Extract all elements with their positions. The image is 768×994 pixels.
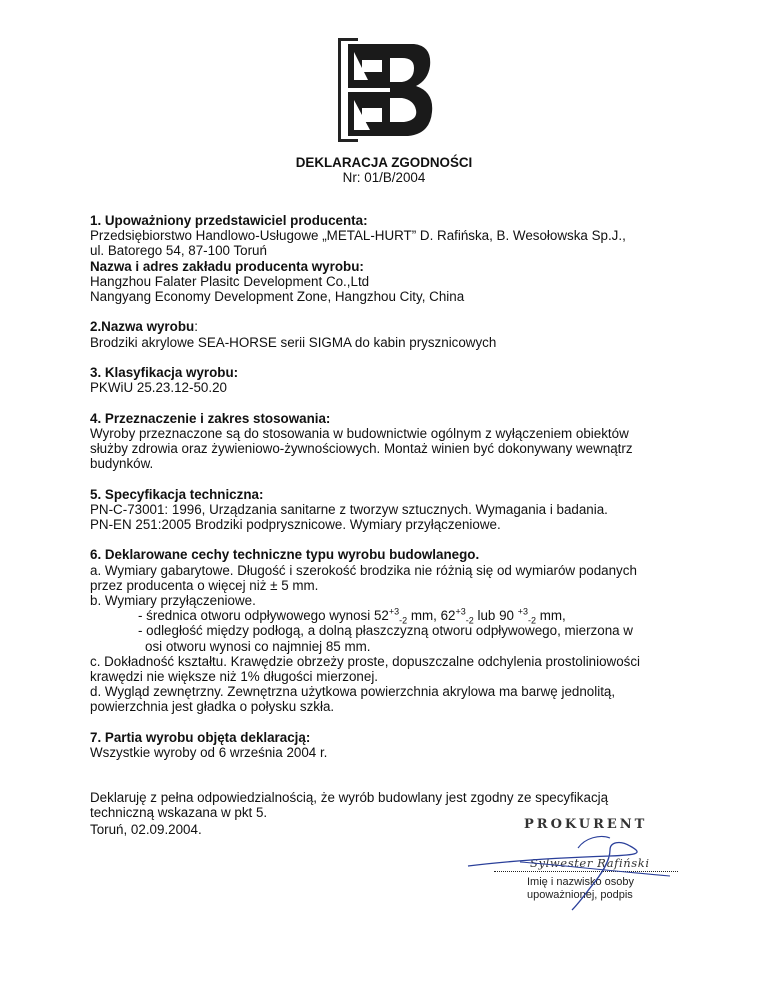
section-heading-line <box>90 319 690 334</box>
section-heading: 1. Upoważniony przedstawiciel producenta: <box>90 213 368 228</box>
section-heading: 3. Klasyfikacja wyrobu: <box>90 365 239 380</box>
text-line: krawędzi nie większe niż 1% długości mierzonej. <box>90 669 379 685</box>
tolerance-sub: -2 <box>527 615 536 626</box>
text-line: d. Wygląd zewnętrzny. Zewnętrzna użytkowa powierzchnia akrylowa ma barwę jednolitą, <box>90 684 616 700</box>
text-line: Przedsiębiorstwo Handlowo-Usługowe „METAL-HURT” D. Rafińska, B. Wesołowska Sp.J., <box>90 228 626 244</box>
text-line: ul. Batorego 54, 87-100 Toruń <box>90 243 267 259</box>
section-batch <box>90 730 690 760</box>
diameter-mid: lub 90 <box>473 608 518 624</box>
document-title: DEKLARACJA ZGODNOŚCI <box>295 155 473 170</box>
section-heading: 5. Specyfikacja techniczna: <box>90 486 264 502</box>
text-line: budynków. <box>90 456 154 472</box>
stamp-name: Sylwester Rafiński <box>530 856 650 870</box>
section-classification <box>90 365 690 395</box>
tolerance-sub: -2 <box>465 615 474 626</box>
text-line: Hangzhou Falater Plasitc Development Co.,Ltd <box>90 273 370 289</box>
tolerance-sup: +3 <box>455 606 466 617</box>
section-representative <box>90 213 690 304</box>
text-line: Wszystkie wyroby od 6 września 2004 r. <box>90 745 328 761</box>
company-logo <box>334 36 436 146</box>
tolerance-sub: -2 <box>399 615 408 626</box>
document-number: Nr: 01/B/2004 <box>342 170 426 186</box>
text-line: a. Wymiary gabarytowe. Długość i szerokość brodzika nie różnią się od wymiarów podanych <box>90 562 637 578</box>
text-line: c. Dokładność kształtu. Krawędzie obrzeży proste, dopuszczalne odchylenia prostoliniowości <box>90 653 641 669</box>
text-line: b. Wymiary przyłączeniowe. <box>90 593 256 608</box>
section-specification <box>90 487 690 533</box>
text-line: Nangyang Economy Development Zone, Hangzhou City, China <box>90 289 465 305</box>
stamp-title: PROKURENT <box>524 817 648 832</box>
text-line: techniczną wskazana w pkt 5. <box>90 805 268 821</box>
section-heading: 4. Przeznaczenie i zakres stosowania: <box>90 410 331 426</box>
section-purpose <box>90 411 690 472</box>
handwritten-signature <box>460 818 690 913</box>
text-line: powierzchnia jest gładka o połysku szkła. <box>90 699 335 715</box>
drain-diameter-line <box>90 606 690 626</box>
text-line: PN-C-73001: 1996, Urządzania sanitarne z tworzyw sztucznych. Wymagania i badania. <box>90 501 608 517</box>
place-and-date: Toruń, 02.09.2004. <box>90 822 202 837</box>
text-line: PN-EN 251:2005 Brodziki podprysznicowe. Wymiary przyłączeniowe. <box>90 517 501 532</box>
text-line: osi otworu wynosi co najmniej 85 mm. <box>145 638 371 654</box>
diameter-prefix: - średnica otworu odpływowego wynosi 52 <box>138 608 389 624</box>
caption-line: upoważnionej, podpis <box>527 889 633 901</box>
section-heading: 2.Nazwa wyrobu <box>90 319 195 335</box>
text-line: - odległość między podłogą, a dolną płaszczyzną otworu odpływowego, mierzona w <box>138 623 633 639</box>
text-line: Brodziki akrylowe SEA-HORSE serii SIGMA do kabin prysznicowych <box>90 334 497 350</box>
section-subheading: Nazwa i adres zakładu producenta wyrobu: <box>90 258 364 274</box>
text-line: przez producenta o więcej niż ± 5 mm. <box>90 577 319 593</box>
section-heading: 6. Deklarowane cechy techniczne typu wyrobu budowlanego. <box>90 547 480 563</box>
text-line: Wyroby przeznaczone są do stosowania w budownictwie ogólnym z wyłączeniem obiektów <box>90 425 629 441</box>
tolerance-sup: +3 <box>388 606 400 617</box>
document-header <box>0 155 768 185</box>
text-line: Deklaruję z pełna odpowiedzialnością, że wyrób budowlany jest zgodny ze specyfikacją <box>90 790 609 806</box>
section-technical-features <box>90 547 690 714</box>
heading-colon: : <box>194 319 198 335</box>
diameter-suffix: mm, <box>536 608 566 624</box>
section-product-name <box>90 319 690 349</box>
text-line: PKWiU 25.23.12-50.20 <box>90 380 227 396</box>
caption-line: Imię i nazwisko osoby <box>527 876 634 888</box>
document-body <box>90 213 690 836</box>
tolerance-sup: +3 <box>517 606 528 617</box>
diameter-mid: mm, 62 <box>407 608 456 624</box>
section-heading: 7. Partia wyrobu objęta deklaracją: <box>90 729 311 745</box>
text-line: służby zdrowia oraz żywieniowo-żywnościowych. Montaż winien być dokonywany wewnątrz <box>90 441 633 456</box>
